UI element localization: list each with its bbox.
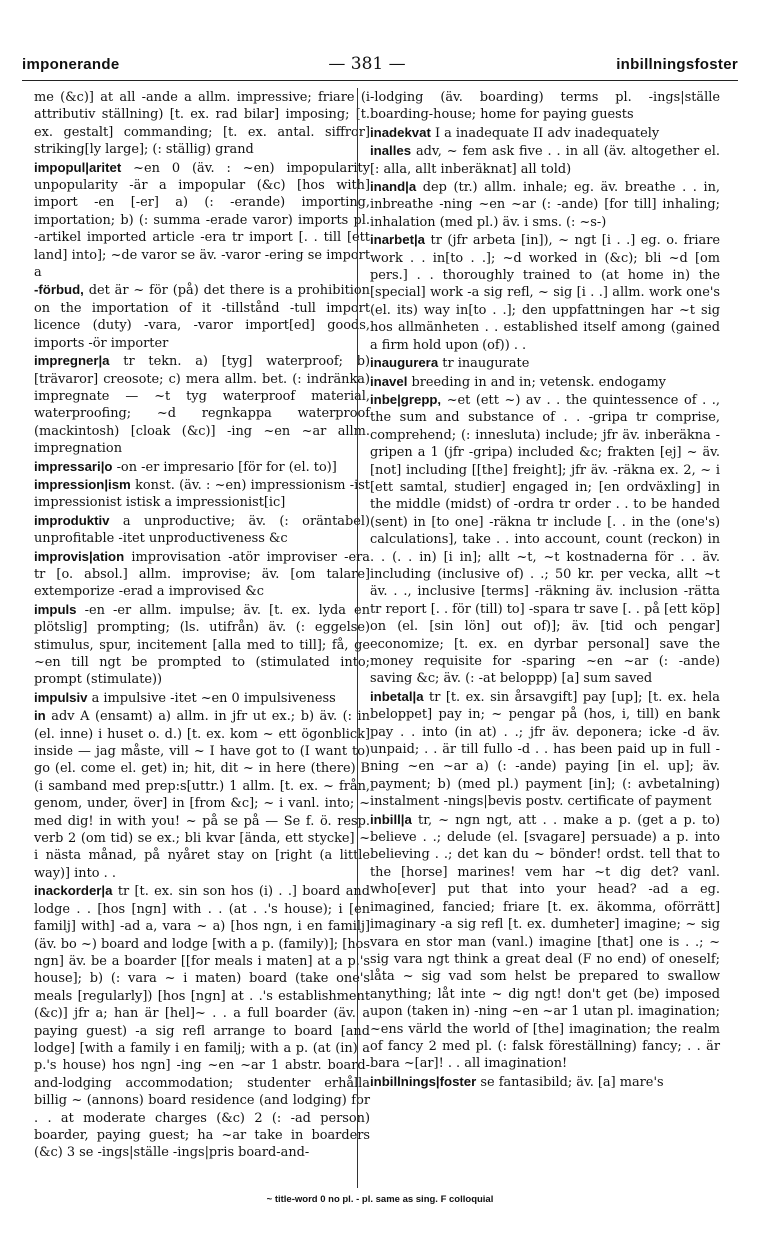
dictionary-entry [34, 458, 370, 476]
entry-body: dep (tr.) allm. inhale; eg. äv. breathe . . in, inbreathe -ning ~en ~ar (: -ande) [for till] inhaling; inhalation (med pl.) äv. i sms. (: ~s-) [370, 180, 720, 230]
dictionary-entry [34, 689, 370, 707]
entry-body: breeding in and in; vetensk. endogamy [411, 374, 666, 390]
column-divider [357, 88, 358, 1188]
dictionary-entry [34, 707, 370, 882]
entry-body: tr, ~ ngn ngt, att . . make a p. (get a p. to) believe . .; delude (el. [svagare] persuade) a p. into believing . .; det kan du ~ bönder! ordst. tell that to the [horse] marines! vem har ~t dig det? vanl. who[ever] put that into your head? -ad a eg. imagined, fancied; friare [t. ex. äkomma, oförrätt] imaginary -a sig refl [t. ex. dumheter] imagine; ~ sig vara en stor man (vanl.) imagine [that] one is . .; ~ sig vara ngt think a great deal (F no end) of oneself; låta ~ sig vad som helst be prepared to swallow anything; låt inte ~ dig ngt! don't get (be) imposed upon (taken in) -ning ~en ~ar 1 utan pl. imagination; ~ens värld the world of [the] imagination; the realm of fancy 2 med pl. (: falsk föreställning) fancy; . . är bara ~[ar]! . . all imagination! [370, 812, 720, 1072]
entry-headword: impuls [34, 601, 77, 617]
entry-body: I a inadequate II adv inadequately [434, 125, 660, 141]
entry-headword: inaugurera [370, 355, 439, 371]
entry-body: improvisation -atör improviser -era tr [o. absol.] allm. improvise; äv. [om talare] extemporize -erad a improvised &c [34, 549, 370, 600]
entry-body: tr tekn. a) [tyg] waterproof; b) [trävaror] creosote; c) mera allm. bet. (: indränka) impregnate — ~t tyg waterproof material, waterproofing; ~d regnkappa waterproof (mackintosh) [cloak (&c)] -ing ~en ~ar allm. impregnation [34, 354, 371, 457]
entry-body: me (&c)] at all -ande a allm. impressive; friare (i attributiv ställning) [t. ex. rad bilar] imposing; [t. ex. gestalt] commanding; [t. ex. antal. siffror] striking[ly large]; (: ställig) grand [34, 90, 370, 158]
dictionary-entry [34, 512, 370, 548]
dictionary-entry [370, 688, 720, 811]
header-first-word: imponerande [22, 56, 120, 73]
dictionary-entry [370, 178, 720, 231]
entry-body: -on -er impresario [för for (el. to)] [116, 459, 337, 475]
dictionary-entry [370, 124, 720, 142]
dictionary-entry [370, 391, 720, 688]
dictionary-entry [34, 88, 370, 159]
footer-legend: ~ title-word 0 no pl. - pl. same as sing. F colloquial [266, 1194, 494, 1205]
entry-headword: impressari|o [34, 458, 113, 474]
entry-headword: improvis|ation [34, 548, 125, 564]
dictionary-entry [370, 88, 720, 124]
entry-body: konst. (äv. : ~en) impressionism -ist impressionist istisk a impressionist[ic] [34, 477, 370, 511]
dictionary-entry [370, 811, 720, 1073]
entry-headword: inbe|grepp, [370, 391, 442, 407]
dictionary-entry [370, 354, 720, 372]
dictionary-entry [370, 1073, 720, 1091]
entry-body: a impulsive -itet ~en 0 impulsiveness [91, 690, 336, 706]
header-rule [22, 80, 738, 81]
entry-body: ~et (ett ~) av . . the quintessence of . ., the sum and substance of . . -gripa tr comprise, comprehend; (: innesluta) include; jfr äv. inberäkna -gripen a 1 (jfr -gripa) included &c; frakten [ej] ~ äv. [not] including [[the] freight]; jfr äv. -räkna ex. 2, ~ i [ett samtal, studier] engaged in; [en ordväxling] in the middle (midst) of -ordra tr order . . to be handed (sent) in [to one] -räkna tr include [. . in the (one's) calculations], take . . into account, count (reckon) in . . (. . in) [i in]; allt ~t, ~t kostnaderna för . . äv. including (inclusive of) . .; 50 kr. per vecka, allt ~t äv. . ., inclusive [terms] -räkning äv. inclusion -rätta tr report [. . för (till) to] -spara tr save [. . på [ett köp] on (el. [sin lön] out of)]; äv. [tid och pengar] economize; [t. ex. en dyrbar personal] save the money requisite for -sparing ~en ~ar (: -ande) saving &c; äv. (: -at beloppp) [a] sum saved [370, 392, 720, 687]
left-column [34, 88, 370, 1162]
entry-body: det är ~ för (på) det there is a prohibition on the importation of it -tillstånd -tull import licence (duty) -vara, -varor import[ed] goods, imports -ör importer [34, 283, 370, 351]
entry-body: -en -er allm. impulse; äv. [t. ex. lyda en plötslig] prompting; (ls. utifrån) äv. (: eggelse) stimulus, spur, incitement [alla med to till]; få, ge ~en till ngt be prompted to (stimulated into; prompt (stimulate)) [34, 602, 370, 688]
entry-headword: inarbet|a [370, 232, 425, 248]
dictionary-entry [34, 476, 370, 512]
entry-body: se fantasibild; äv. [a] mare's [480, 1074, 664, 1090]
entry-body: adv, ~ fem ask five . . in all (äv. altogether el. [: alla, allt inberäknat] all told) [370, 144, 720, 177]
entry-body: adv A (ensamt) a) allm. in jfr ut ex.; b) äv. (: in (el. inne) i huset o. d.) [t. ex. kom ~ ett ögonblick] inside — jag måste, vill ~ I have got to (I want to) go (el. come el. get) in; hit, dit ~ in here (there) B (i samband med prep:s[uttr.) 1 allm. [t. ex. ~ från, genom, under, över] in [from &c]; ~ i vanl. into; ~ med dig! in with you! ~ på se på — Se f. ö. resp. verb 2 (om tid) se ex.; bli kvar [ända, ett stycke] ~ i nästa månad, på nyåret stay on [right (a little way)] into . . [34, 709, 370, 881]
entry-body: tr [t. ex. sin son hos (i) . .] board and lodge . . [hos [ngn] with . . (at . .'s house); i [en familj] with] -ad a, vara ~ a) [hos ngn, i en familj] (äv. bo ~) board and lodge [with a p. (family)]; [hos ngn] äv. be a boarder [[for meals i maten] at a p.'s house]; b) (: vara ~ i maten) board (take one's meals [regularly]) [hos [ngn] at . .'s establishment (&c)] jfr a; han är [hel]~ . . a full boarder (äv. a paying guest) -a sig refl arrange to board [and lodge] [with a family i en familj; with a p. (at (in) a p.'s house) hos ngn] -ing ~en ~ar 1 abstr. board-and-lodging accommodation; studenter erhålla billig ~ (annons) board residence (and lodging) for . . at moderate charges (&c) 2 (: -ad person) boarder, paying guest; ha ~ar take in boarders (&c) 3 se -ings|ställe -ings|pris board-and- [34, 884, 370, 1161]
entry-headword: inbill|a [370, 811, 412, 827]
entry-body: tr inaugurate [442, 356, 530, 372]
entry-headword: inbetal|a [370, 688, 424, 704]
dictionary-entry [370, 231, 720, 354]
dictionary-entry [34, 352, 370, 457]
entry-headword: inalles [370, 143, 412, 159]
entry-headword: in [34, 708, 46, 724]
entry-headword: impregner|a [34, 353, 110, 369]
running-header [22, 56, 738, 78]
entry-headword: inavel [370, 373, 408, 389]
entry-body: -lodging (äv. boarding) terms pl. -ings|ställe boarding-house; home for paying guests [370, 90, 720, 123]
entry-headword: impopul|aritet [34, 159, 122, 175]
entry-headword: impression|ism [34, 476, 131, 492]
dictionary-entry [370, 142, 720, 178]
entry-body: tr (jfr arbeta [in]), ~ ngt [i . .] eg. o. friare work . . in[to . .]; ~d worked in (&c); bli ~d [om pers.] . . thoroughly trained to (at home in) the [special] work -a sig refl, ~ sig [i . .] allm. work one's (el. its) way in[to . .]; den uppfattningen har ~t sig hos allmänheten . . established itself among (gained a firm hold upon (of)) . . [370, 233, 720, 353]
entry-body: tr [t. ex. sin årsavgift] pay [up]; [t. ex. hela beloppet] pay in; ~ pengar på (hos, i, till) en bank pay . . into (in at) . .; jfr äv. deponera; icke -d äv. unpaid; . . är till fullo -d . . has been paid up in full -ning ~en ~ar a) (: -ande) paying [in el. up]; äv. payment; b) (med pl.) payment [in]; (: avbetalning) instalment -nings|bevis postv. certificate of payment [370, 689, 720, 810]
dictionary-entry [34, 601, 370, 689]
dictionary-entry [34, 548, 370, 601]
entry-headword: improduktiv [34, 512, 110, 528]
entry-headword: inbillnings|foster [370, 1073, 477, 1089]
page-number: — 381 — [328, 54, 406, 74]
entry-headword: impulsiv [34, 689, 88, 705]
entry-headword: inadekvat [370, 124, 431, 140]
entry-headword: inackorder|a [34, 883, 113, 899]
dictionary-entry [34, 159, 370, 282]
header-last-word: inbillningsfoster [616, 56, 738, 73]
entry-body: a unproductive; äv. (: oräntabel) unprofitable -itet unproductiveness &c [34, 513, 370, 547]
right-column [370, 88, 720, 1091]
dictionary-entry [34, 281, 370, 352]
entry-headword: inand|a [370, 179, 417, 195]
entry-body: ~en 0 (äv. : ~en) impopularity unpopularity -är a impopular (&c) [hos with] import -en [-er] a) (: -erande) importing, importation; b) (: summa -erade varor) imports pl. -artikel imported article -era tr import [. . till [ett land] into]; ~de varor se äv. -varor -ering se import a [34, 160, 370, 281]
dictionary-entry [34, 882, 370, 1162]
entry-headword: -förbud, [34, 282, 84, 298]
dictionary-entry [370, 373, 720, 391]
